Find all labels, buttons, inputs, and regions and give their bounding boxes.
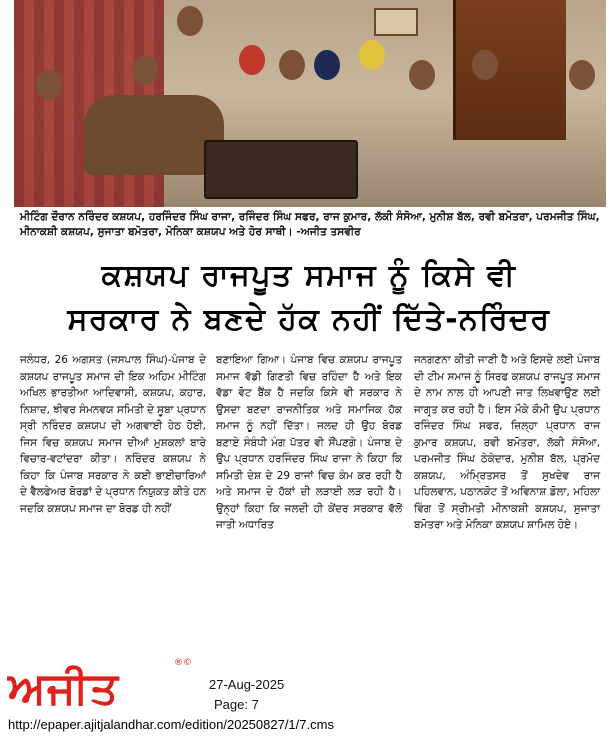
edition-date: 27-Aug-2025 <box>209 677 285 692</box>
headline-line-1: ਕਸ਼ਯਪ ਰਾਜਪੂਤ ਸਮਾਜ ਨੂੰ ਕਿਸੇ ਵੀ <box>101 258 517 293</box>
news-photo <box>14 0 606 207</box>
photo-person <box>36 70 62 100</box>
photo-table <box>204 140 358 199</box>
photo-wall-frame <box>374 8 418 36</box>
photo-person <box>279 50 305 80</box>
photo-sofa <box>84 95 224 175</box>
article-column-2: ਬਣਾਇਆ ਗਿਆ। ਪੰਜਾਬ ਵਿਚ ਕਸ਼ਯਪ ਰਾਜਪੂਤ ਸਮਾਜ ਵੱਡੀ ਗਿਣਤੀ ਵਿਚ ਰਹਿੰਦਾ ਹੈ ਅਤੇ ਇਕ ਵੱਡਾ ਵੋਟ ਬੈਂਕ ਹੈ ਜਦਕਿ ਕਿਸੇ ਵੀ ਸਰਕਾਰ ਨੇ ਉਸਦਾ ਬਣਦਾ ਰਾਜਨੀਤਿਕ ਅਤੇ ਸਮਾਜਿਕ ਹੱਕ ਸਮਾਜ ਨੂੰ ਨਹੀਂ ਦਿੱਤਾ। ਜਲਦ ਹੀ ਉਹ ਬੋਰਡ ਬਣਾਏ ਸੰਬੰਧੀ ਮੰਗ ਪੱਤਰ ਵੀ ਸੌਂਪਣਗੇ। ਪੰਜਾਬ ਦੇ ਉਪ ਪ੍ਰਧਾਨ ਹਰਜਿੰਦਰ ਸਿੰਘ ਰਾਜਾ ਨੇ ਕਿਹਾ ਕਿ ਸਮਿਤੀ ਦੇਸ਼ ਦੇ 29 ਰਾਜਾਂ ਵਿਚ ਕੰਮ ਕਰ ਰਹੀ ਹੈ ਅਤੇ ਸਮਾਜ ਦੇ ਹੱਕਾਂ ਦੀ ਲੜਾਈ ਲੜ ਰਹੀ ਹੈ। ਉਨ੍ਹਾਂ ਕਿਹਾ ਕਿ ਜਲਦੀ ਹੀ ਕੇਂਦਰ ਸਰਕਾਰ ਵੱਲੋਂ ਜਾਤੀ ਅਧਾਰਿਤ <box>216 354 402 531</box>
photo-person <box>239 45 265 75</box>
headline-line-2: ਸਰਕਾਰ ਨੇ ਬਣਦੇ ਹੱਕ ਨਹੀਂ ਦਿੱਤੇ-ਨਰਿੰਦਰ <box>67 302 551 337</box>
photo-person <box>472 50 498 80</box>
photo-person <box>314 50 340 80</box>
photo-door <box>453 0 566 140</box>
article-column-1: ਜਲੰਧਰ, 26 ਅਗਸਤ (ਜਸਪਾਲ ਸਿੰਘ)-ਪੰਜਾਬ ਦੇ ਕਸ਼ਯਪ ਰਾਜਪੂਤ ਸਮਾਜ ਦੀ ਇਕ ਅਹਿਮ ਮੀਟਿੰਗ ਅਖਿਲ ਭਾਰਤੀਆ ਆਦਿਵਾਸੀ, ਕਸ਼ਯਪ, ਕਹਾਰ, ਨਿਸ਼ਾਦ, ਝੀਵਰ ਸੰਮਨਵਯ ਸਮਿਤੀ ਦੇ ਸੂਬਾ ਪ੍ਰਧਾਨ ਸ੍ਰੀ ਨਰਿੰਦਰ ਕਸ਼ਯਪ ਦੀ ਅਗਵਾਈ ਹੇਠ ਹੋਈ, ਜਿਸ ਵਿਚ ਕਸ਼ਯਪ ਸਮਾਜ ਦੀਆਂ ਮੁਸ਼ਕਲਾਂ ਬਾਰੇ ਵਿਚਾਰ-ਵਟਾਂਦਰਾ ਕੀਤਾ। ਨਰਿੰਦਰ ਕਸ਼ਯਪ ਨੇ ਕਿਹਾ ਕਿ ਪੰਜਾਬ ਸਰਕਾਰ ਨੇ ਕਈ ਭਾਈਚਾਰਿਆਂ ਦੇ ਵੈਲਫੇਅਰ ਬੋਰਡਾਂ ਦੇ ਪ੍ਰਧਾਨ ਨਿਯੁਕਤ ਕੀਤੇ ਹਨ ਜਦਕਿ ਕਸ਼ਯਪ ਸਮਾਜ ਦਾ ਬੋਰਡ ਹੀ ਨਹੀਂ <box>20 354 207 515</box>
registered-mark: ®© <box>174 658 192 668</box>
source-url[interactable]: http://epaper.ajitjalandhar.com/edition/20250827/1/7.cms <box>8 717 334 732</box>
photo-person <box>177 6 203 36</box>
photo-caption: ਮੀਟਿੰਗ ਦੌਰਾਨ ਨਰਿੰਦਰ ਕਸ਼ਯਪ, ਹਰਜਿੰਦਰ ਸਿੰਘ ਰਾਜਾ, ਰਜਿੰਦਰ ਸਿੰਘ ਸਫਰ, ਰਾਜ ਕੁਮਾਰ, ਲੱਕੀ ਸੰਸੋਆ, ਮੁਨੀਸ਼ ਬੱਲ, ਰਵੀ ਬਮੋਤਰਾ, ਪਰਮਜੀਤ ਸਿੰਘ, ਮੀਨਾਕਸ਼ੀ ਕਸ਼ਯਪ, ਸੁਜਾਤਾ ਬਮੋਤਰਾ, ਮੋਨਿਕਾ ਕਸ਼ਯਪ ਅਤੇ ਹੋਰ ਸਾਥੀ। -ਅਜੀਤ ਤਸਵੀਰ <box>20 211 600 238</box>
page-number: Page: 7 <box>214 697 259 712</box>
photo-person <box>359 40 385 70</box>
photo-person <box>569 60 595 90</box>
ajit-logo: ਅਜੀਤ <box>8 663 119 714</box>
article-column-3: ਜਨਗਣਨਾ ਕੀਤੀ ਜਾਣੀ ਹੈ ਅਤੇ ਇਸਦੇ ਲਈ ਪੰਜਾਬ ਦੀ ਟੀਮ ਸਮਾਜ ਨੂੰ ਸਿਰਫ ਕਸ਼ਯਪ ਰਾਜਪੂਤ ਸਮਾਜ ਦੇ ਨਾਮ ਨਾਲ ਹੀ ਆਪਣੀ ਜਾਤ ਲਿਖਵਾਉਣ ਲਈ ਜਾਗਰ੍ਤ ਕਰ ਰਹੀ ਹੈ। ਇਸ ਮੌਕੇ ਕੌਮੀ ਉਪ ਪ੍ਰਧਾਨ ਰਜਿੰਦਰ ਸਿੰਘ ਸਫਰ, ਜ਼ਿਲ੍ਹਾ ਪ੍ਰਧਾਨ ਰਾਜ ਕੁਮਾਰ ਕਸ਼ਯਪ, ਰਵੀ ਬਮੋਤਰਾ, ਲੱਕੀ ਸੰਸੋਆ, ਪਰਮਜੀਤ ਸਿੰਘ ਠੇਕੇਦਾਰ, ਮੁਨੀਸ਼ ਬੱਲ, ਪ੍ਰਮੋਦ ਕਸ਼ਯਪ, ਅੰਮ੍ਰਿਤਸਰ ਤੋਂ ਸੁਖਦੇਵ ਰਾਜ ਪਹਿਲਵਾਨ, ਪਠਾਨਕੋਟ ਤੋਂ ਅਵਿਨਾਸ਼ ਡੋਲਾ, ਮਹਿਲਾ ਵਿੰਗ ਤੋਂ ਸ੍ਰੀਮਤੀ ਮੀਨਾਕਸ਼ੀ ਕਸ਼ਯਪ, ਸੁਜਾਤਾ ਬਮੋਤਰਾ ਅਤੇ ਮੋਨਿਕਾ ਕਸ਼ਯਪ ਸ਼ਾਮਿਲ ਹੋਏ। <box>414 354 600 531</box>
photo-person <box>409 60 435 90</box>
photo-person <box>132 55 158 85</box>
